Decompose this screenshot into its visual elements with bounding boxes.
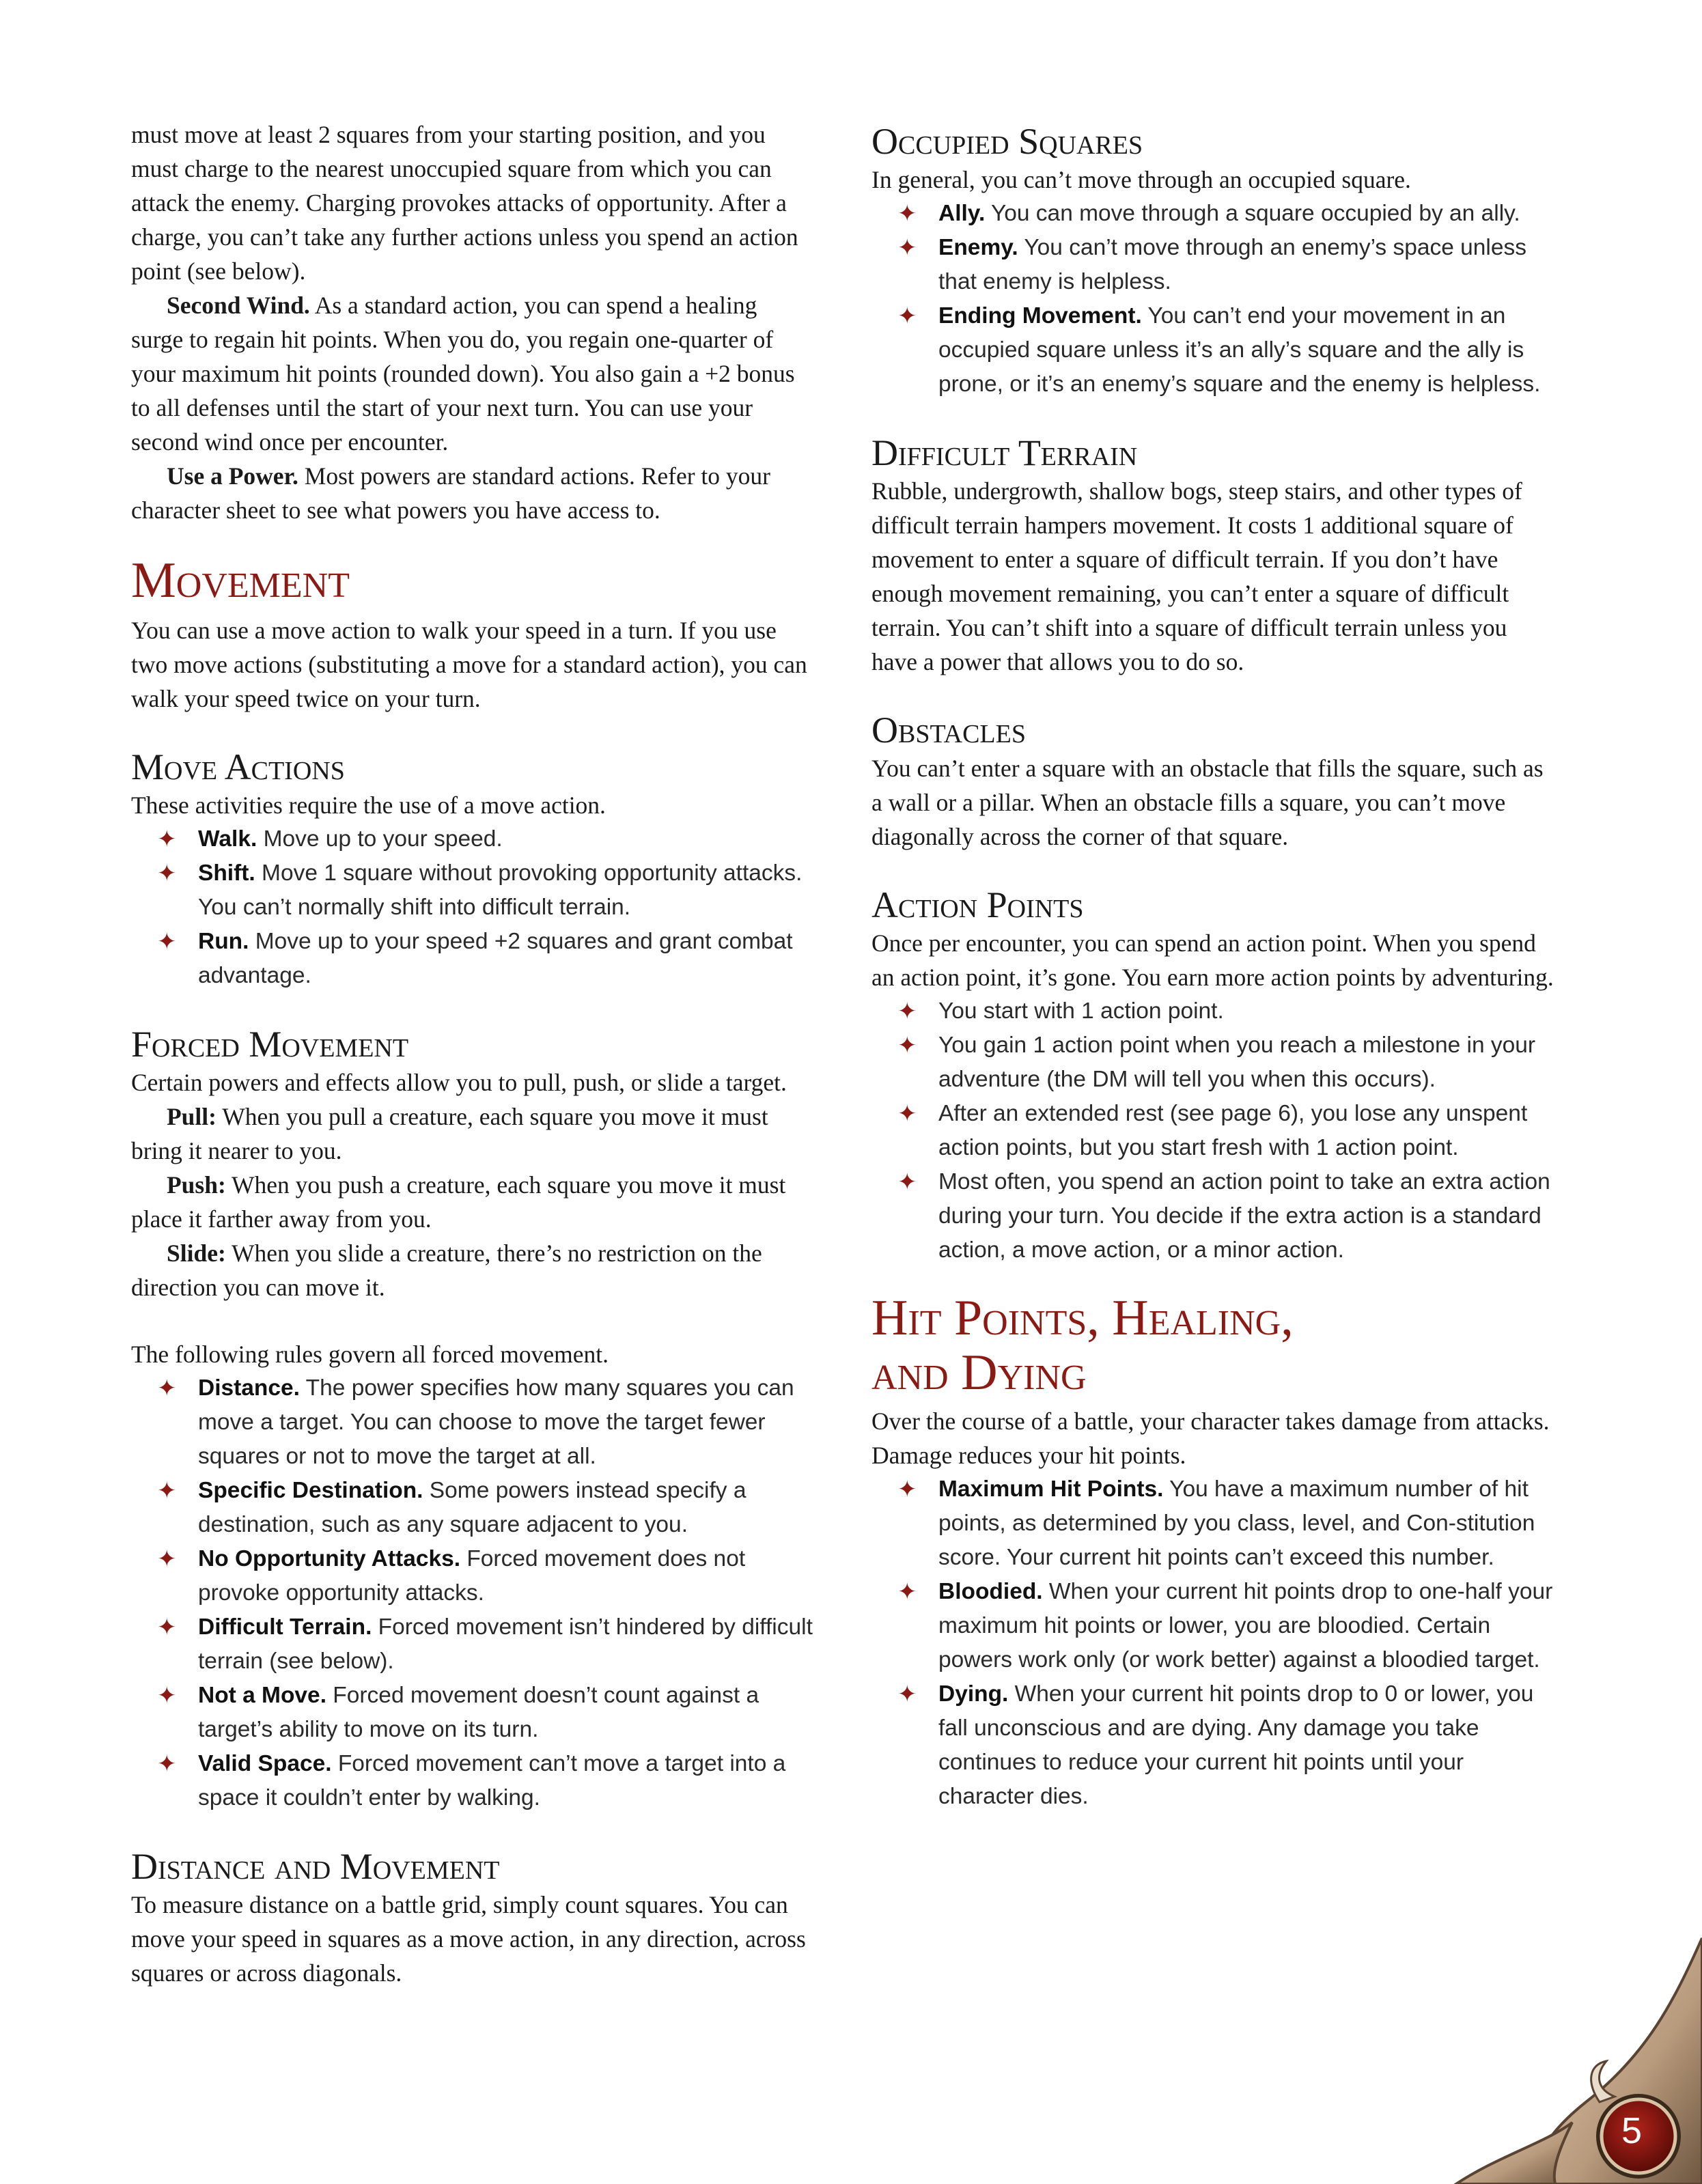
- list-item: ✦ Difficult Terrain. Forced movement isn’t hindered by difficult terrain (see below).: [131, 1610, 814, 1679]
- occupied-intro: In general, you can’t move through an occupied square.: [871, 166, 1411, 193]
- hit-points-heading: [871, 1291, 1554, 1400]
- movement-text: You can use a move action to walk your speed in a turn. If you use two move actions (substituting a move for a standard action), you can walk your speed twice on your turn.: [131, 617, 807, 712]
- bullet-star-icon: ✦: [897, 1169, 917, 1195]
- list-item: ✦ Valid Space. Forced movement can’t move a target into a space it couldn’t enter by walking.: [131, 1747, 814, 1815]
- list-item: ✦ Dying. When your current hit points drop to 0 or lower, you fall unconscious and are dying. Any damage you take continues to reduce your current hit points until your character dies.: [871, 1677, 1554, 1814]
- list-item: ✦ Ending Movement. You can’t end your movement in an occupied square unless it’s an ally’s square and the ally is prone, or it’s an enemy’s square and the enemy is helpless.: [871, 299, 1554, 402]
- left-column: [131, 117, 814, 1990]
- hit-points-heading-line2: and Dying: [871, 1345, 1087, 1401]
- action-points-intro: Once per encounter, you can spend an action point. When you spend an action point, it’s gone. You earn more action points by adventuring.: [871, 929, 1554, 991]
- list-item: ✦ Not a Move. Forced movement doesn’t count against a target’s ability to move on its turn.: [131, 1679, 814, 1747]
- obstacles-text: You can’t enter a square with an obstacle that fills the square, such as a wall or a pillar. When an obstacle fills a square, you can’t move diagonally across the corner of that square.: [871, 755, 1544, 850]
- difficult-terrain-text: Rubble, undergrowth, shallow bogs, steep stairs, and other types of difficult terrain hampers movement. It costs 1 additional square of movement to enter a square of difficult terrain. If you don’t have enough movement remaining, you can’t enter a square of difficult terrain. You can’t shift into a square of difficult terrain unless you have a power that allows you to do so.: [871, 477, 1522, 675]
- hit-points-list: [871, 1472, 1554, 1814]
- bullet-star-icon: ✦: [157, 1546, 177, 1572]
- list-item: ✦ Maximum Hit Points. You have a maximum number of hit points, as determined by you class, level, and Con-stitution score. Your current hit points can’t exceed this number.: [871, 1472, 1554, 1575]
- bullet-star-icon: ✦: [897, 998, 917, 1024]
- list-item: ✦ Specific Destination. Some powers instead specify a destination, such as any square adjacent to you.: [131, 1474, 814, 1542]
- bullet-star-icon: ✦: [157, 1614, 177, 1640]
- distance-text: To measure distance on a battle grid, simply count squares. You can move your speed in squares as a move action, in any direction, across squares or across diagonals.: [131, 1891, 806, 1987]
- movement-heading: Movement: [131, 552, 350, 608]
- bullet-star-icon: ✦: [157, 826, 177, 852]
- list-item: ✦ Most often, you spend an action point to take an extra action during your turn. You decide if the extra action is a standard action, a move action, or a minor action.: [871, 1165, 1554, 1268]
- hit-points-heading-line1: Hit Points, Healing,: [871, 1290, 1294, 1346]
- forced-rules-intro: The following rules govern all forced movement.: [131, 1341, 609, 1368]
- move-actions-list: [131, 822, 814, 993]
- use-a-power-para: Use a Power. Most powers are standard actions. Refer to your character sheet to see what powers you have access to.: [131, 462, 770, 524]
- bullet-star-icon: ✦: [897, 1101, 917, 1127]
- bullet-star-icon: ✦: [157, 1683, 177, 1709]
- list-item: ✦ No Opportunity Attacks. Forced movement does not provoke opportunity attacks.: [131, 1542, 814, 1610]
- bullet-star-icon: ✦: [157, 929, 177, 955]
- bullet-star-icon: ✦: [897, 235, 917, 261]
- action-points-list: [871, 994, 1554, 1268]
- list-item: ✦ Bloodied. When your current hit points drop to one-half your maximum hit points or lower, you are bloodied. Certain powers work only (or work better) against a bloodied target.: [871, 1575, 1554, 1677]
- hit-points-intro: Over the course of a battle, your character takes damage from attacks. Damage reduces your hit points.: [871, 1408, 1550, 1469]
- forced-movement-heading: Forced Movement: [131, 1024, 409, 1065]
- distance-heading: Distance and Movement: [131, 1846, 500, 1887]
- second-wind-para: Second Wind. As a standard action, you can spend a healing surge to regain hit points. When you do, you regain one-quarter of your maximum hit points (rounded down). You also gain a +2 bonus to all defenses until the start of your next turn. You can use your second wind once per encounter.: [131, 292, 795, 456]
- push-para: Push: When you push a creature, each square you move it must place it farther away from you.: [131, 1171, 786, 1233]
- bullet-star-icon: ✦: [897, 1681, 917, 1707]
- move-actions-heading: Move Actions: [131, 746, 345, 787]
- bullet-star-icon: ✦: [157, 1478, 177, 1504]
- action-points-heading: Action Points: [871, 884, 1084, 925]
- page-number: 5: [1621, 2110, 1643, 2151]
- difficult-terrain-heading: Difficult Terrain: [871, 432, 1138, 473]
- occupied-squares-heading: Occupied Squares: [871, 121, 1143, 162]
- list-item: ✦ After an extended rest (see page 6), you lose any unspent action points, but you start fresh with 1 action point.: [871, 1097, 1554, 1165]
- slide-para: Slide: When you slide a creature, there’s no restriction on the direction you can move it.: [131, 1240, 762, 1301]
- bullet-star-icon: ✦: [157, 1751, 177, 1777]
- list-item: ✦ Shift. Move 1 square without provoking opportunity attacks. You can’t normally shift into difficult terrain.: [131, 856, 814, 925]
- move-actions-intro: These activities require the use of a move action.: [131, 792, 606, 819]
- list-item: ✦ Run. Move up to your speed +2 squares and grant combat advantage.: [131, 925, 814, 993]
- bullet-star-icon: ✦: [897, 303, 917, 329]
- forced-movement-intro: Certain powers and effects allow you to pull, push, or slide a target.: [131, 1069, 787, 1096]
- bullet-star-icon: ✦: [897, 1579, 917, 1605]
- bullet-star-icon: ✦: [897, 201, 917, 227]
- bullet-star-icon: ✦: [897, 1033, 917, 1059]
- occupied-list: [871, 197, 1554, 402]
- list-item: ✦ You gain 1 action point when you reach a milestone in your adventure (the DM will tell you when this occurs).: [871, 1028, 1554, 1097]
- charge-continuation: must move at least 2 squares from your starting position, and you must charge to the nearest unoccupied square from which you can attack the enemy. Charging provokes attacks of opportunity. After a charge, you can’t take any further actions unless you spend an action point (see below).: [131, 121, 798, 285]
- bullet-star-icon: ✦: [157, 860, 177, 886]
- bullet-star-icon: ✦: [897, 1476, 917, 1502]
- bullet-star-icon: ✦: [157, 1375, 177, 1401]
- list-item: ✦ Distance. The power specifies how many squares you can move a target. You can choose to move the target fewer squares or not to move the target at all.: [131, 1371, 814, 1474]
- forced-rules-list: [131, 1371, 814, 1815]
- list-item: ✦ Walk. Move up to your speed.: [131, 822, 814, 856]
- list-item: ✦ Enemy. You can’t move through an enemy’s space unless that enemy is helpless.: [871, 231, 1554, 299]
- list-item: ✦ You start with 1 action point.: [871, 994, 1554, 1028]
- pull-para: Pull: When you pull a creature, each square you move it must bring it nearer to you.: [131, 1103, 768, 1164]
- list-item: ✦ Ally. You can move through a square occupied by an ally.: [871, 197, 1554, 231]
- obstacles-heading: Obstacles: [871, 710, 1026, 751]
- corner-ornament-icon: [1415, 1897, 1702, 2184]
- right-column: [871, 120, 1554, 1814]
